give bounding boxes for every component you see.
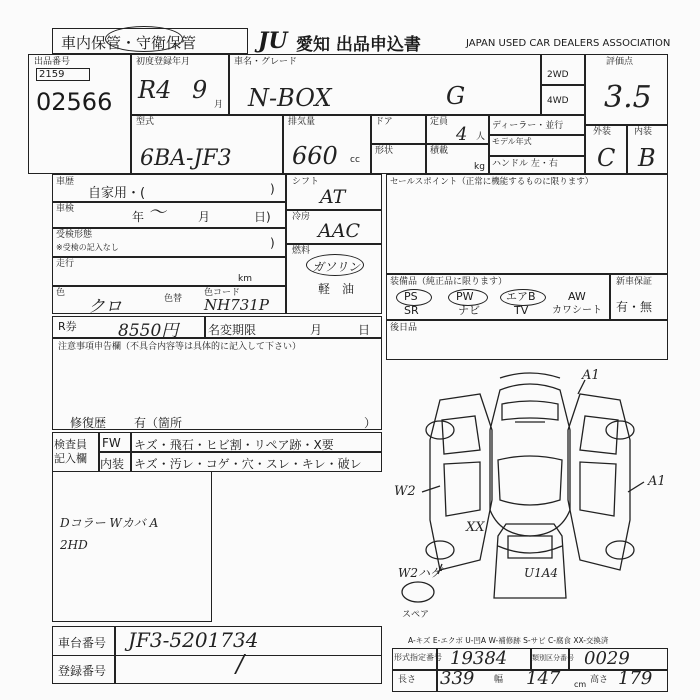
first-registration-label: 初度登録年月: [136, 57, 191, 67]
model-grade: G: [446, 82, 466, 110]
interior-value: B: [638, 144, 656, 172]
displacement-label: 排気量: [288, 117, 316, 127]
wheel-front-left: [426, 421, 454, 439]
lot-sub-number: 2159: [39, 69, 65, 80]
warranty-label: 新車保証: [616, 277, 653, 287]
registration-value: /: [236, 650, 245, 678]
inspection-month-unit: 月: [198, 210, 211, 224]
notes-label: 注意事項申告欄（不具合内容等は具体的に記入して下さい）: [58, 342, 302, 352]
frame-number-label: 車台番号: [58, 636, 107, 650]
spec-code-label: 形式指定番号: [394, 653, 442, 662]
inspector-label: 検査員記入欄: [54, 438, 87, 465]
equipment-pw-circle: [448, 289, 488, 306]
wheel-rear-right: [606, 541, 634, 559]
length-value: 339: [440, 668, 475, 689]
post-installed-label: 後日品: [390, 323, 418, 333]
mileage-unit: km: [238, 274, 252, 284]
color-code: NH731P: [204, 296, 269, 314]
first-registration-month-unit: 月: [214, 100, 224, 110]
name-change-month: 月: [310, 323, 323, 337]
storage-options: 車内保管・守衛保管: [61, 34, 197, 52]
aircon-value: AAC: [318, 220, 360, 242]
inspector-note-1: Dコラー Wカバ A: [60, 516, 159, 530]
ju-logo: JU: [258, 28, 288, 54]
shape-label: 形状: [375, 146, 394, 156]
inspection-dash-mark: 〜: [148, 202, 166, 223]
inspector-row-2-text: キズ・汚レ・コゲ・穴・スレ・キレ・破レ: [134, 457, 362, 471]
color-value: クロ: [88, 297, 122, 317]
diagram-rear-view: [494, 524, 566, 598]
fuel-selected-circle: [306, 254, 364, 276]
drive-4wd: 4WD: [547, 96, 569, 106]
inspector-row-1-key: FW: [102, 436, 121, 450]
load-label: 積載: [430, 146, 449, 156]
equipment-navi: ナビ: [458, 304, 480, 317]
inspection-remarks-note: ※受検の記入なし: [56, 243, 119, 252]
damage-w2-left: W2: [394, 484, 416, 499]
shift-label: シフト: [292, 177, 320, 187]
capacity-value: 4: [456, 124, 468, 145]
spare-tire: [402, 582, 434, 602]
inspector-note-2: 2HD: [60, 538, 88, 552]
inspection-day-unit: 日): [254, 210, 271, 224]
name-change-day: 日: [358, 323, 371, 337]
inspection-remarks-close: ): [270, 236, 275, 250]
damage-xx: XX: [466, 520, 485, 535]
color-code-label: 色コード: [204, 288, 241, 298]
dealer-label: ディーラー・並行: [492, 121, 564, 131]
spec-code: 19384: [450, 648, 508, 669]
fuel-label: 燃料: [292, 246, 311, 256]
displacement-value: 660: [292, 142, 338, 170]
color-label: 色: [56, 288, 66, 298]
drive-2wd: 2WD: [547, 70, 569, 80]
equipment-pw: PW: [456, 290, 474, 303]
interior-label: 内装: [634, 127, 653, 137]
equipment-airbag-circle: [500, 289, 546, 306]
width-label: 幅: [494, 675, 504, 685]
lot-sub-number-box: [36, 68, 90, 81]
post-installed-box: [386, 320, 668, 360]
first-registration-month: 9: [192, 76, 208, 104]
selling-points-box: [386, 174, 668, 274]
width-value: 147: [526, 668, 561, 689]
damage-a1-front: A1: [582, 368, 600, 383]
lot-number: 02566: [36, 88, 113, 116]
displacement-unit: cc: [350, 155, 360, 165]
score-label: 評価点: [606, 57, 634, 67]
name-change-label: 名変期限: [208, 323, 257, 337]
fuel-value: ガソリン: [312, 260, 361, 274]
car-damage-diagram: [380, 360, 680, 630]
equipment-label: 装備品（純正品に限ります）: [390, 277, 508, 287]
equipment-aw: AW: [568, 290, 586, 303]
height-label: 高さ: [590, 675, 609, 685]
equipment-tv: TV: [514, 304, 529, 317]
capacity-label: 定員: [430, 117, 449, 127]
capacity-unit: 人: [476, 132, 486, 142]
association-name: JAPAN USED CAR DEALERS ASSOCIATION: [466, 38, 671, 49]
repair-value: 有（箇所: [134, 416, 183, 430]
damage-legend: A-キズ E-エクボ U-凹A W-補修跡 S-サビ C-腐食 XX-交換済: [408, 636, 609, 645]
wheel-rear-left: [426, 541, 454, 559]
first-registration-era-year: R4: [138, 76, 172, 104]
load-unit: kg: [474, 162, 485, 172]
recycle-label: R券: [58, 320, 77, 333]
score-value: 3.5: [604, 80, 652, 115]
vehicle-use-label: 車歴: [56, 177, 75, 187]
damage-w2-lower: W2ハゲ: [398, 566, 442, 580]
model-name: N-BOX: [248, 84, 332, 112]
inspection-label: 車検: [56, 204, 75, 214]
model-year-label: モデル年式: [492, 137, 532, 146]
repair-label: 修復歴: [70, 416, 107, 430]
warranty-options: 有・無: [616, 300, 653, 314]
mileage-label: 走行: [56, 259, 75, 269]
handle-label: ハンドル 左・右: [492, 159, 558, 169]
model-code: 6BA-JF3: [140, 146, 232, 171]
equipment-sr: SR: [404, 304, 419, 317]
lot-label: 出品番号: [34, 57, 71, 67]
form-title: 愛知 出品申込書: [296, 35, 421, 55]
fuel-alt: 軽 油: [318, 282, 355, 296]
recycle-value: 8550円: [118, 321, 179, 341]
model-code-label: 型式: [136, 117, 155, 127]
wheel-front-right: [606, 421, 634, 439]
inspector-row-1-text: キズ・飛石・ヒビ割・リペア跡・X要: [134, 438, 334, 452]
color-change-label: 色替: [164, 294, 183, 304]
dimension-unit: cm: [574, 680, 587, 689]
shift-value: AT: [320, 186, 346, 208]
exterior-label: 外装: [593, 127, 612, 137]
inspection-remarks-label: 受検形態: [56, 230, 93, 240]
class-code: 0029: [584, 648, 630, 669]
damage-u1a4: U1A4: [524, 566, 559, 580]
model-grade-label: 車名・グレード: [234, 57, 298, 67]
selling-points-label: セールスポイント（正常に機能するものに限ります）: [390, 177, 594, 187]
vehicle-use-value: 自家用・(: [88, 186, 146, 201]
equipment-ps: PS: [404, 290, 418, 303]
repair-close: ）: [364, 416, 377, 430]
doors-label: ドア: [375, 117, 393, 127]
registration-label: 登録番号: [58, 664, 107, 678]
length-label: 長さ: [398, 675, 417, 685]
height-value: 179: [618, 668, 653, 689]
equipment-seat: カワシート: [552, 305, 602, 316]
aircon-label: 冷房: [292, 212, 311, 222]
vehicle-use-close: ): [270, 182, 275, 196]
equipment-ps-circle: [396, 289, 432, 306]
frame-number: JF3-5201734: [128, 628, 259, 652]
storage-inside-circle: [105, 26, 183, 52]
inspector-row-2-key: 内装: [100, 457, 125, 471]
damage-a1-right: A1: [648, 474, 666, 489]
class-code-label: 類別区分番号: [532, 654, 574, 662]
storage-options-box: [52, 28, 248, 54]
spare-label: スペア: [402, 610, 430, 620]
inspection-year-unit: 年: [132, 210, 145, 224]
equipment-airbag: エアB: [506, 290, 536, 303]
exterior-value: C: [597, 144, 616, 172]
